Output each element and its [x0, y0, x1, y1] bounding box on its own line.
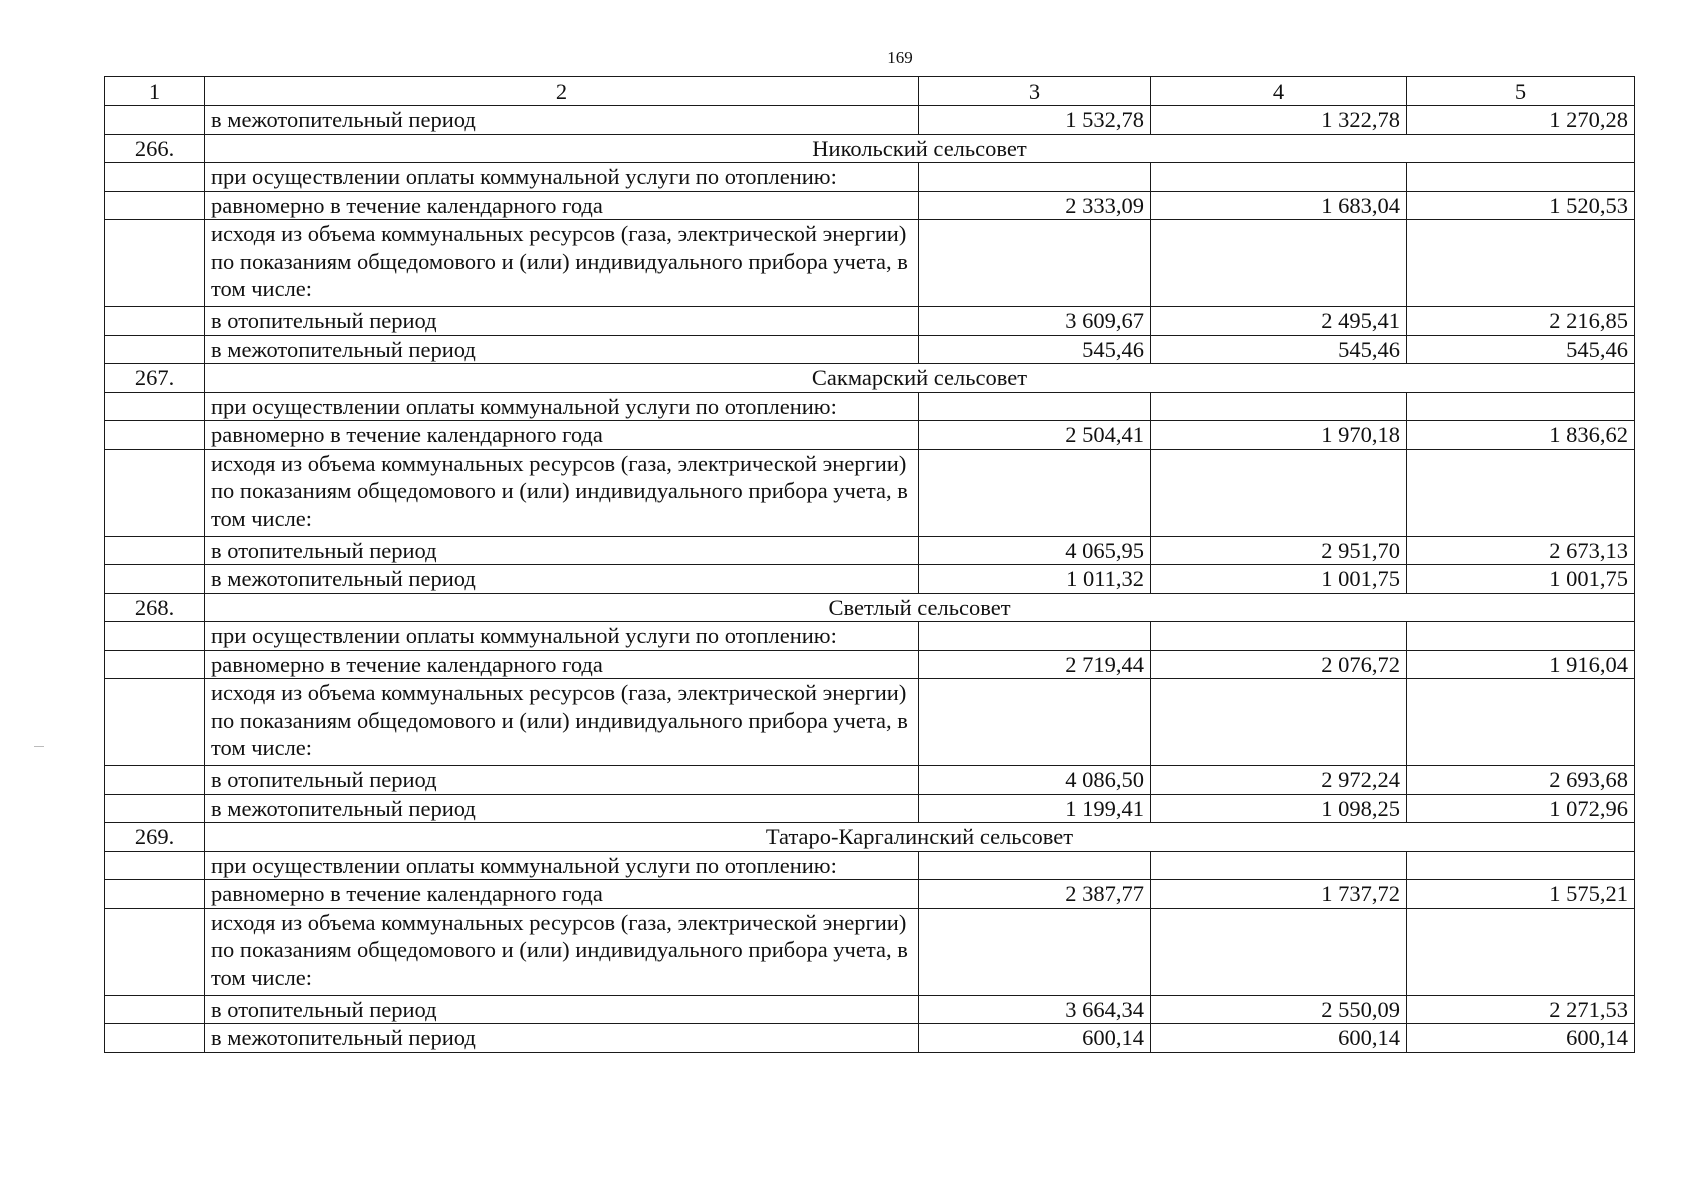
table-row: [105, 191, 1635, 220]
table-row: [105, 335, 1635, 364]
value-col-4-empty: [1151, 908, 1407, 995]
row-description: равномерно в течение календарного года: [205, 650, 919, 679]
value-col-4-empty: [1151, 220, 1407, 307]
table-row: [105, 794, 1635, 823]
table-row: [105, 220, 1635, 307]
row-number: 266.: [105, 134, 205, 163]
row-number: 267.: [105, 364, 205, 393]
column-header-1: 1: [105, 77, 205, 106]
table-row: [105, 1024, 1635, 1053]
value-col-3: 2 333,09: [919, 191, 1151, 220]
row-description: в межотопительный период: [205, 335, 919, 364]
table-row: [105, 851, 1635, 880]
value-col-3-empty: [919, 908, 1151, 995]
row-number-empty: [105, 421, 205, 450]
row-description: при осуществлении оплаты коммунальной услуги по отоплению:: [205, 163, 919, 192]
column-header-5: 5: [1407, 77, 1635, 106]
value-col-4: 2 550,09: [1151, 995, 1407, 1024]
value-col-5: 2 271,53: [1407, 995, 1635, 1024]
value-col-3-empty: [919, 220, 1151, 307]
value-col-5-empty: [1407, 851, 1635, 880]
value-col-5-empty: [1407, 449, 1635, 536]
row-number-empty: [105, 449, 205, 536]
tariff-table: [104, 76, 1635, 1053]
value-col-4-empty: [1151, 851, 1407, 880]
row-number-empty: [105, 995, 205, 1024]
page-number: 169: [887, 48, 913, 67]
value-col-3-empty: [919, 449, 1151, 536]
value-col-4-empty: [1151, 449, 1407, 536]
value-col-5-empty: [1407, 622, 1635, 651]
row-number-empty: [105, 766, 205, 795]
value-col-4: 1 970,18: [1151, 421, 1407, 450]
row-description: в межотопительный период: [205, 106, 919, 135]
value-col-5: 600,14: [1407, 1024, 1635, 1053]
value-col-4: 2 972,24: [1151, 766, 1407, 795]
settlement-group-row: [105, 364, 1635, 393]
row-number-empty: [105, 220, 205, 307]
tariff-table-body: [105, 77, 1635, 1053]
value-col-3: 3 609,67: [919, 307, 1151, 336]
settlement-group-row: [105, 134, 1635, 163]
value-col-5-empty: [1407, 163, 1635, 192]
value-col-3-empty: [919, 392, 1151, 421]
value-col-4: 1 098,25: [1151, 794, 1407, 823]
table-row: [105, 622, 1635, 651]
row-description: при осуществлении оплаты коммунальной услуги по отоплению:: [205, 851, 919, 880]
table-row: [105, 536, 1635, 565]
table-row: [105, 106, 1635, 135]
value-col-3: 2 387,77: [919, 880, 1151, 909]
row-number-empty: [105, 335, 205, 364]
row-description: при осуществлении оплаты коммунальной услуги по отоплению:: [205, 622, 919, 651]
value-col-3: 2 719,44: [919, 650, 1151, 679]
value-col-4: 1 737,72: [1151, 880, 1407, 909]
row-description: исходя из объема коммунальных ресурсов (газа, электрической энергии) по показаниям общедомового и (или) индивидуального прибора учета, в том числе:: [205, 908, 919, 995]
row-description: исходя из объема коммунальных ресурсов (газа, электрической энергии) по показаниям общедомового и (или) индивидуального прибора учета, в том числе:: [205, 220, 919, 307]
value-col-5: 1 575,21: [1407, 880, 1635, 909]
row-description: исходя из объема коммунальных ресурсов (газа, электрической энергии) по показаниям общедомового и (или) индивидуального прибора учета, в том числе:: [205, 449, 919, 536]
value-col-3: 4 065,95: [919, 536, 1151, 565]
table-row: [105, 908, 1635, 995]
row-number-empty: [105, 794, 205, 823]
column-number-header-row: [105, 77, 1635, 106]
row-description: при осуществлении оплаты коммунальной услуги по отоплению:: [205, 392, 919, 421]
value-col-4: 2 951,70: [1151, 536, 1407, 565]
value-col-3-empty: [919, 622, 1151, 651]
value-col-3-empty: [919, 163, 1151, 192]
row-description: в межотопительный период: [205, 794, 919, 823]
value-col-4: 1 322,78: [1151, 106, 1407, 135]
row-description: в отопительный период: [205, 995, 919, 1024]
row-number-empty: [105, 1024, 205, 1053]
value-col-4-empty: [1151, 679, 1407, 766]
table-row: [105, 449, 1635, 536]
value-col-5: 2 216,85: [1407, 307, 1635, 336]
value-col-4: 600,14: [1151, 1024, 1407, 1053]
value-col-3: 2 504,41: [919, 421, 1151, 450]
value-col-5: 1 916,04: [1407, 650, 1635, 679]
column-header-3: 3: [919, 77, 1151, 106]
row-number-empty: [105, 622, 205, 651]
table-row: [105, 307, 1635, 336]
value-col-3: 4 086,50: [919, 766, 1151, 795]
value-col-5: 1 001,75: [1407, 565, 1635, 594]
value-col-3: 1 532,78: [919, 106, 1151, 135]
row-number: 268.: [105, 593, 205, 622]
row-description: в межотопительный период: [205, 565, 919, 594]
value-col-4: 2 076,72: [1151, 650, 1407, 679]
value-col-5-empty: [1407, 679, 1635, 766]
row-description: в отопительный период: [205, 766, 919, 795]
row-description: в межотопительный период: [205, 1024, 919, 1053]
value-col-4: 2 495,41: [1151, 307, 1407, 336]
value-col-3: 545,46: [919, 335, 1151, 364]
value-col-4: 545,46: [1151, 335, 1407, 364]
row-description: в отопительный период: [205, 307, 919, 336]
value-col-3: 3 664,34: [919, 995, 1151, 1024]
row-description: равномерно в течение календарного года: [205, 191, 919, 220]
row-number-empty: [105, 851, 205, 880]
value-col-3: 1 011,32: [919, 565, 1151, 594]
table-row: [105, 163, 1635, 192]
row-number-empty: [105, 191, 205, 220]
row-number-empty: [105, 679, 205, 766]
value-col-5-empty: [1407, 392, 1635, 421]
row-description: равномерно в течение календарного года: [205, 880, 919, 909]
settlement-title: Татаро-Каргалинский сельсовет: [205, 823, 1635, 852]
settlement-group-row: [105, 823, 1635, 852]
value-col-5: 2 693,68: [1407, 766, 1635, 795]
row-number-empty: [105, 880, 205, 909]
value-col-5: 1 836,62: [1407, 421, 1635, 450]
row-description: исходя из объема коммунальных ресурсов (газа, электрической энергии) по показаниям общедомового и (или) индивидуального прибора учета, в том числе:: [205, 679, 919, 766]
table-row: [105, 995, 1635, 1024]
settlement-title: Сакмарский сельсовет: [205, 364, 1635, 393]
value-col-3-empty: [919, 851, 1151, 880]
value-col-4-empty: [1151, 163, 1407, 192]
table-row: [105, 650, 1635, 679]
table-row: [105, 565, 1635, 594]
row-number-empty: [105, 565, 205, 594]
value-col-4-empty: [1151, 622, 1407, 651]
row-description: равномерно в течение календарного года: [205, 421, 919, 450]
row-number: 269.: [105, 823, 205, 852]
table-row: [105, 766, 1635, 795]
row-number-empty: [105, 650, 205, 679]
value-col-5: 1 270,28: [1407, 106, 1635, 135]
table-row: [105, 679, 1635, 766]
row-number-empty: [105, 307, 205, 336]
settlement-title: Светлый сельсовет: [205, 593, 1635, 622]
table-row: [105, 880, 1635, 909]
value-col-5-empty: [1407, 220, 1635, 307]
value-col-4-empty: [1151, 392, 1407, 421]
value-col-5: 2 673,13: [1407, 536, 1635, 565]
value-col-3: 600,14: [919, 1024, 1151, 1053]
row-number-empty: [105, 392, 205, 421]
value-col-3: 1 199,41: [919, 794, 1151, 823]
row-number-empty: [105, 163, 205, 192]
column-header-4: 4: [1151, 77, 1407, 106]
value-col-5: 1 072,96: [1407, 794, 1635, 823]
scan-edge-mark: [34, 746, 44, 747]
table-row: [105, 392, 1635, 421]
row-number-empty: [105, 908, 205, 995]
row-description: в отопительный период: [205, 536, 919, 565]
row-number-empty: [105, 536, 205, 565]
value-col-5: 1 520,53: [1407, 191, 1635, 220]
column-header-2: 2: [205, 77, 919, 106]
value-col-5-empty: [1407, 908, 1635, 995]
settlement-group-row: [105, 593, 1635, 622]
value-col-4: 1 001,75: [1151, 565, 1407, 594]
value-col-5: 545,46: [1407, 335, 1635, 364]
value-col-4: 1 683,04: [1151, 191, 1407, 220]
value-col-3-empty: [919, 679, 1151, 766]
settlement-title: Никольский сельсовет: [205, 134, 1635, 163]
row-number-empty: [105, 106, 205, 135]
table-row: [105, 421, 1635, 450]
